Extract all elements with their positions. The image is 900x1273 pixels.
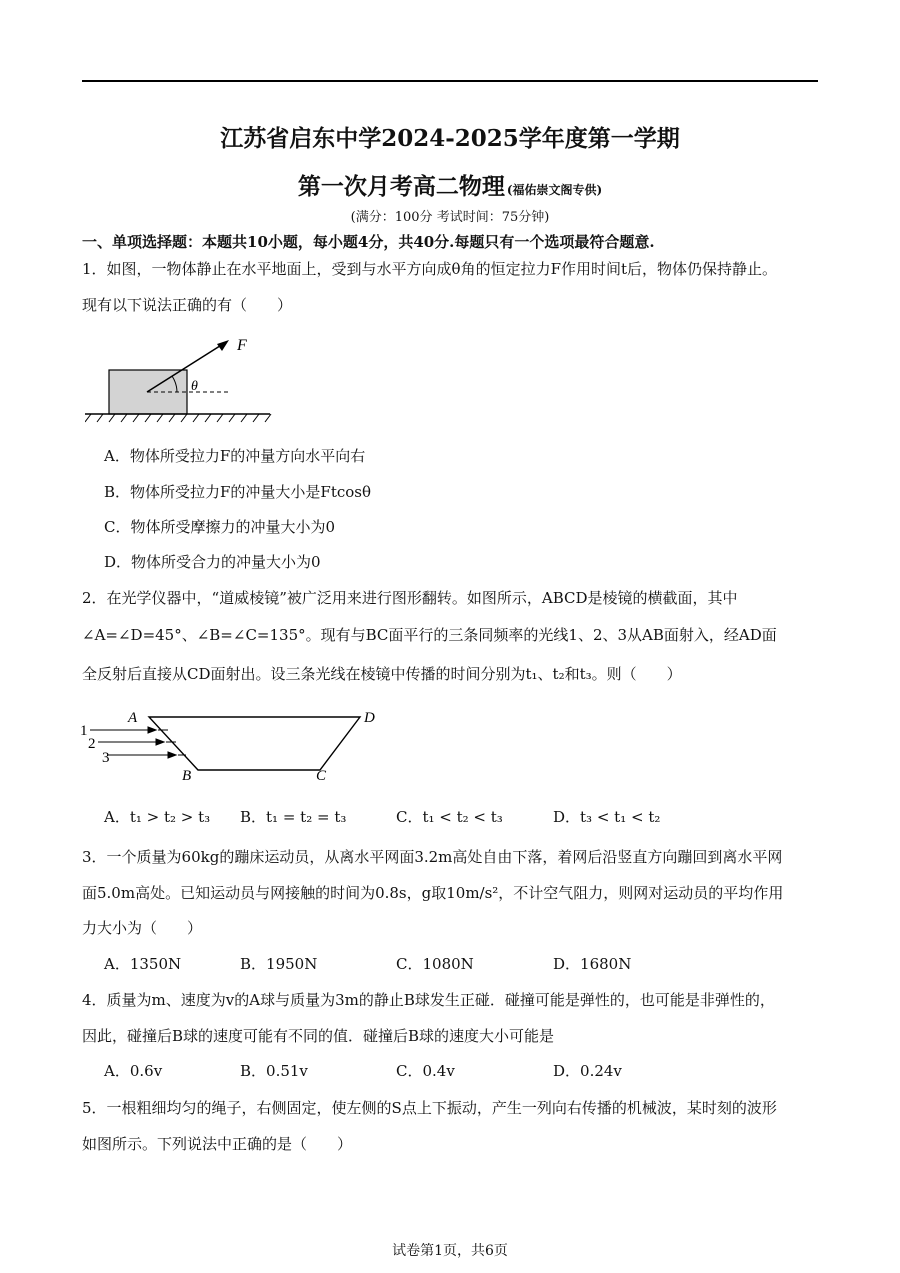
q4-line1: 4．质量为m、速度为v的A球与质量为3m的静止B球发生正碰．碰撞可能是弹性的，也可能是非弹性的， [82,991,775,1009]
q3-option-c: C．1080N [396,955,474,973]
q5-line2: 如图所示。下列说法中正确的是（ ） [82,1135,353,1153]
q4-option-b: B．0.51v [240,1062,308,1080]
exam-title: 江苏省启东中学2024-2025学年度第一学期 [220,125,680,152]
q2-option-a: A．t₁ > t₂ > t₃ [104,808,211,826]
vertex-b-label: B [182,768,192,784]
q3-line1: 3．一个质量为60kg的蹦床运动员，从离水平网面3.2m高处自由下落，着网后沿竖直方向蹦回到离水平网 [82,848,783,866]
prism-outline [149,717,360,770]
q5-line1: 5．一根粗细均匀的绳子，右侧固定，使左侧的S点上下振动，产生一列向右传播的机械波，某时刻的波形 [82,1099,777,1117]
ground-hatching [85,414,271,422]
page-footer: 试卷第1页，共6页 [392,1243,508,1259]
q2-option-c: C．t₁ < t₂ < t₃ [396,808,503,826]
q1-option-b: B．物体所受拉力F的冲量大小是Ftcosθ [104,483,372,501]
q3-line3: 力大小为（ ） [82,919,203,937]
ray-2-label: 2 [88,736,96,752]
ray-1-label: 1 [80,723,88,739]
vertex-d-label: D [364,710,375,726]
q3-option-a: A．1350N [104,955,182,973]
section-heading: 一、单项选择题：本题共10小题，每小题4分，共40分.每题只有一个选项最符合题意. [82,233,655,251]
force-arrowhead [217,340,229,351]
header-rule [82,80,818,82]
subject-title-text: 第一次月考高二物理 [297,173,505,200]
q1-option-a: A．物体所受拉力F的冲量方向水平向右 [104,447,366,465]
vertex-c-label: C [316,768,327,784]
q2-line2: ∠A=∠D=45°、∠B=∠C=135°。现有与BC面平行的三条同频率的光线1、2、3从AB面射入，经AD面 [82,626,777,644]
q4-option-d: D．0.24v [553,1062,622,1080]
vertex-a-label: A [128,710,138,726]
q1-option-c: C．物体所受摩擦力的冲量大小为0 [104,518,336,536]
q2-figure [78,700,398,788]
q1-figure [85,330,285,430]
title-note: (福佑崇文阁专供) [506,183,603,197]
force-label: F [237,337,247,354]
q1-line1: 1．如图，一物体静止在水平地面上，受到与水平方向成θ角的恒定拉力F作用时间t后，物体仍保持静止。 [82,260,778,278]
q4-option-a: A．0.6v [104,1062,163,1080]
q2-option-d: D．t₃ < t₁ < t₂ [553,808,661,826]
q4-line2: 因此，碰撞后B球的速度可能有不同的值．碰撞后B球的速度大小可能是 [82,1027,555,1045]
q2-line3: 全反射后直接从CD面射出。设三条光线在棱镜中传播的时间分别为t₁、t₂和t₃。则（ ） [82,665,682,683]
q3-line2: 面5.0m高处。已知运动员与网接触的时间为0.8s，g取10m/s²，不计空气阻力，则网对运动员的平均作用 [82,884,784,902]
exam-subject-title [0,168,900,201]
q4-option-c: C．0.4v [396,1062,455,1080]
q2-option-b: B．t₁ = t₂ = t₃ [240,808,347,826]
theta-label: θ [191,379,198,394]
q1-line2: 现有以下说法正确的有（ ） [82,296,293,314]
q2-line1: 2．在光学仪器中，“道威棱镜”被广泛用来进行图形翻转。如图所示，ABCD是棱镜的横截面，其中 [82,589,738,607]
q1-option-d: D．物体所受合力的冲量大小为0 [104,553,321,571]
exam-info: (满分：100分 考试时间：75分钟) [350,210,550,225]
ray-3-label: 3 [102,750,110,766]
q3-option-d: D．1680N [553,955,632,973]
q3-option-b: B．1950N [240,955,318,973]
